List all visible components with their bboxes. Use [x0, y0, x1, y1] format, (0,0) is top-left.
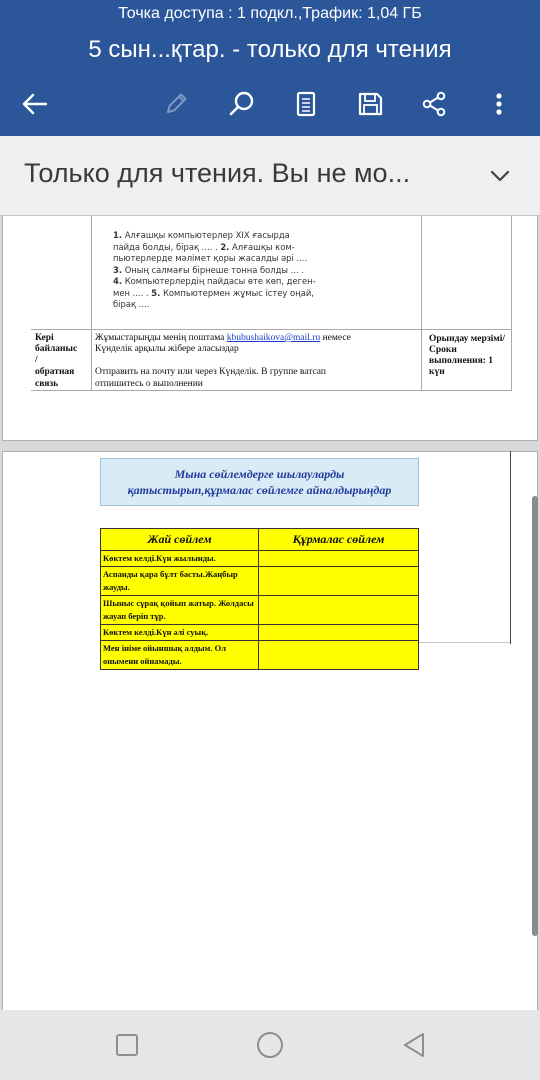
table-divider — [31, 329, 511, 330]
system-nav-bar — [0, 1010, 540, 1080]
list-item: бірақ .... — [113, 299, 150, 309]
table-row — [101, 551, 419, 567]
table-divider — [91, 216, 92, 391]
document-canvas[interactable] — [0, 216, 540, 1010]
table-cell: Аспанды қара бұлт басты.Жаңбыр жауды. — [101, 567, 259, 596]
table-header-row — [101, 529, 419, 551]
search-icon[interactable] — [220, 82, 264, 126]
feedback-label: Кері — [35, 333, 54, 343]
feedback-text: Отправить на почту или через Күнделік. В группе ватсап — [95, 367, 326, 377]
document-title: 5 сын...қтар. - только для чтения — [88, 36, 452, 63]
exercise-instruction-banner — [100, 458, 419, 506]
list-item: 4. Компьютерлердің пайдасы өте көп, деген- — [113, 276, 316, 286]
table-divider — [510, 451, 511, 644]
table-divider — [418, 642, 510, 643]
feedback-label: обратная — [35, 367, 75, 377]
table-divider — [421, 216, 422, 391]
feedback-text: отпишитесь о выполнении — [95, 379, 203, 389]
table-row — [101, 596, 419, 625]
document-page-1 — [2, 216, 538, 441]
table-cell: Шыныс сұрақ қойып жатыр. Жолдасы жауап беріп тұр. — [101, 596, 259, 625]
deadline-text: Орындау мерзімі/Сроки выполнения: 1 күн — [429, 334, 506, 377]
banner-line: қатыстырып,құрмалас сөйлемге айналдырыңдар — [127, 483, 392, 497]
status-bar — [0, 0, 540, 28]
scrollbar-thumb[interactable] — [532, 496, 538, 936]
list-item: 3. Оның салмағы бірнеше тонна болды ... . — [113, 264, 305, 275]
read-only-banner[interactable] — [0, 136, 540, 216]
email-link[interactable]: kbubushaikova@mail.ru — [226, 333, 321, 343]
table-divider — [511, 216, 512, 391]
feedback-label: / — [35, 355, 38, 365]
table-cell — [259, 641, 419, 670]
banner-line: Мына сөйлемдерге шылауларды — [174, 467, 345, 481]
table-row — [101, 625, 419, 641]
table-cell: Көктем келді.Күн жылынды. — [101, 551, 259, 567]
column-header: Жай сөйлем — [101, 529, 259, 551]
table-row — [101, 567, 419, 596]
feedback-label: связь — [35, 379, 59, 389]
exercise-list-image — [103, 216, 339, 316]
table-cell: Мен ініме ойыншық алдым. Ол оныменн ойнамады. — [101, 641, 259, 670]
pencil-edit-icon[interactable] — [154, 82, 198, 126]
feedback-text: Жұмыстарыңды менің поштама kbubushaikova@mail.ru немесе — [95, 333, 351, 343]
table-divider — [31, 390, 511, 391]
read-only-message: Только для чтения. Вы не мо... — [24, 158, 411, 188]
list-item: 1. Алғашқы компьютерлер XIX ғасырда — [113, 230, 290, 240]
table-cell — [259, 551, 419, 567]
toolbar — [0, 72, 540, 136]
exercise-table — [100, 528, 419, 670]
title-bar — [0, 28, 540, 72]
share-icon[interactable] — [412, 82, 456, 126]
table-cell: Көктем келді.Күн әлі суық. — [101, 625, 259, 641]
save-icon[interactable] — [348, 82, 392, 126]
column-header: Құрмалас сөйлем — [259, 529, 419, 551]
list-item: пьютерлерде мәлімет қоры жасалды әрі .... — [113, 253, 308, 263]
more-vertical-icon[interactable] — [477, 82, 521, 126]
list-item: мен .... . 5. Компьютермен жұмыс істеу оңай, — [113, 287, 314, 298]
reading-view-icon[interactable] — [284, 82, 328, 126]
status-bar-text: Точка доступа : 1 подкл.,Трафик: 1,04 ГБ — [118, 5, 422, 22]
table-cell — [259, 567, 419, 596]
back-arrow-icon[interactable] — [12, 82, 56, 126]
feedback-label: байланыс — [35, 344, 78, 354]
recents-square-icon[interactable] — [109, 1027, 145, 1063]
feedback-text: Күнделік арқылы жіберe аласыздар — [95, 344, 239, 354]
chevron-down-icon[interactable] — [486, 162, 514, 190]
list-item: пайда болды, бірақ .... . 2. Алғашқы ком- — [113, 241, 295, 252]
table-row — [101, 641, 419, 670]
home-circle-icon[interactable] — [252, 1027, 288, 1063]
table-cell — [259, 625, 419, 641]
back-triangle-icon[interactable] — [396, 1027, 432, 1063]
table-cell — [259, 596, 419, 625]
